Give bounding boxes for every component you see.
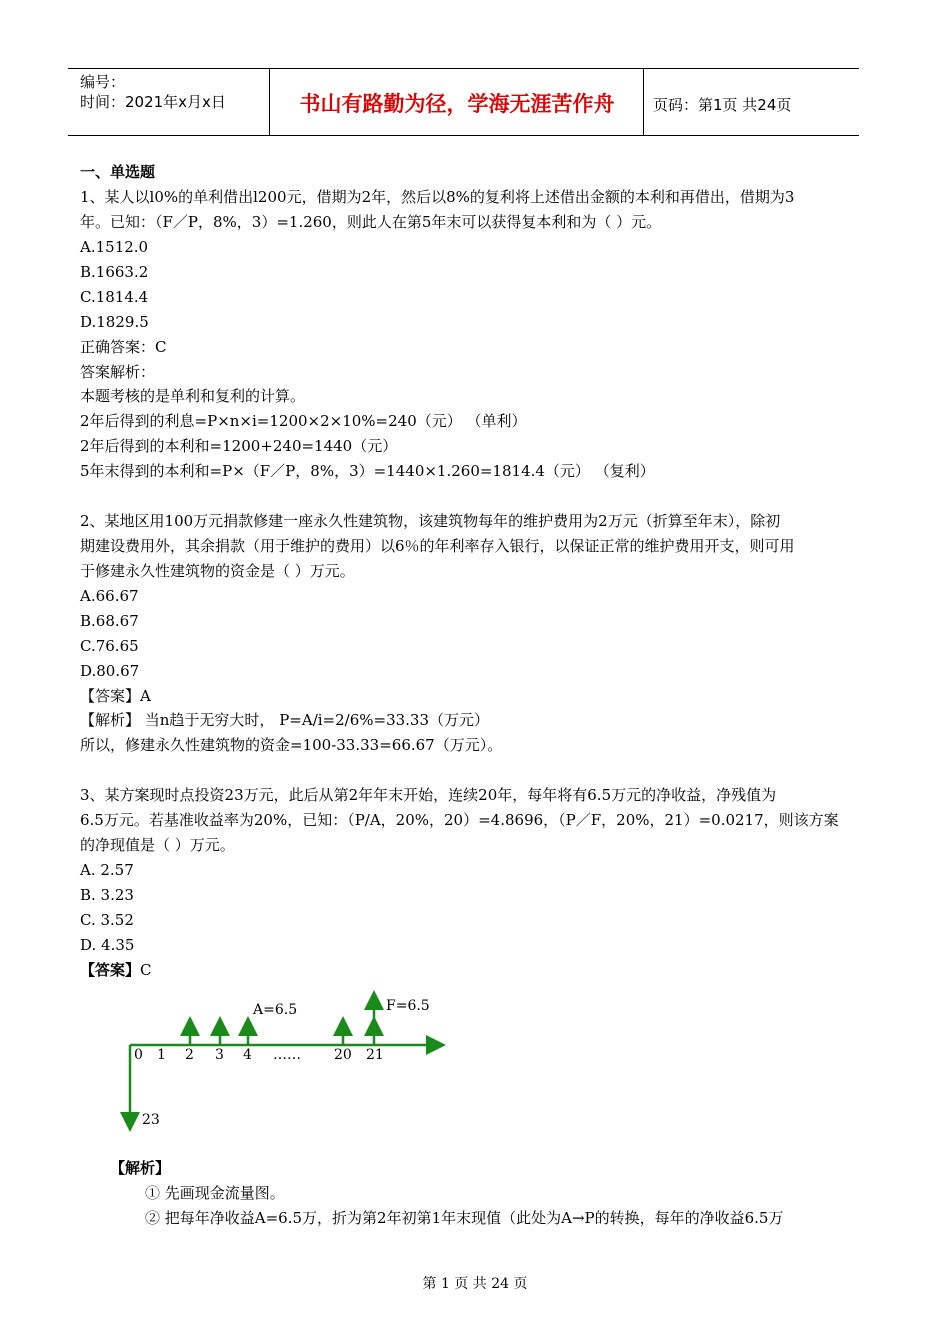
q1-stem-line2: 年。已知：（F／P，8%，3）=1.260，则此人在第5年末可以获得复本利和为（ ）元。: [80, 213, 662, 231]
q3-stem-line2: 6.5万元。若基准收益率为20%，已知：（P/A，20%，20）=4.8696，（P／F，20%，21）=0.0217，则该方案: [80, 811, 839, 829]
header-top-border: [68, 68, 859, 69]
q1-answer: 正确答案：C: [80, 338, 167, 356]
tick-label-4: 4: [243, 1047, 252, 1063]
q3-answer-value: C: [140, 961, 152, 979]
header-number-label: 编号：: [80, 73, 126, 91]
q3-option-c: C. 3.52: [80, 911, 134, 929]
q3-step-1: ① 先画现金流量图。: [145, 1184, 285, 1202]
header-page-info: 页码：第1页 共24页: [653, 96, 792, 114]
tick-label-21: 21: [366, 1047, 384, 1063]
q2-analysis-line2: 所以，修建永久性建筑物的资金=100-33.33=66.67（万元）。: [80, 736, 503, 754]
page-footer: 第 1 页 共 24 页: [422, 1276, 528, 1292]
q3-analysis-label: 【解析】: [110, 1159, 171, 1177]
q1-option-c: C.1814.4: [80, 288, 149, 306]
q1-option-a: A.1512.0: [80, 238, 149, 256]
q1-stem-line1: 1、某人以l0%的单利借出l200元，借期为2年，然后以8%的复利将上述借出金额的本利和再借出，借期为3: [80, 188, 795, 206]
tick-label-2: 2: [185, 1047, 194, 1063]
header-time-label: 时间：2021年x月x日: [80, 93, 226, 111]
q1-analysis-line1: 本题考核的是单利和复利的计算。: [80, 387, 306, 405]
header-motto: 书山有路勤为径，学海无涯苦作舟: [299, 92, 615, 116]
q3-answer-label: 【答案】: [80, 961, 141, 979]
q1-option-d: D.1829.5: [80, 313, 149, 331]
tick-label-3: 3: [215, 1047, 224, 1063]
q1-analysis-label: 答案解析：: [80, 363, 156, 381]
q2-option-d: D.80.67: [80, 662, 140, 680]
q1-analysis-line2: 2年后得到的利息=P×n×i=1200×2×10%=240（元） （单利）: [80, 412, 527, 430]
final-value-label: F=6.5: [386, 998, 430, 1014]
annuity-label: A=6.5: [253, 1002, 298, 1018]
tick-label-1: 1: [157, 1047, 166, 1063]
q3-stem-line1: 3、某方案现时点投资23万元，此后从第2年年末开始，连续20年，每年将有6.5万元的净收益，净残值为: [80, 786, 777, 804]
q1-analysis-line3: 2年后得到的本利和=1200+240=1440（元）: [80, 437, 398, 455]
q2-stem-line1: 2、某地区用100万元捐款修建一座永久性建筑物，该建筑物每年的维护费用为2万元（折算至年末），除初: [80, 512, 781, 530]
section-title: 一、单选题: [80, 163, 156, 181]
q2-stem-line3: 于修建永久性建筑物的资金是（ ）万元。: [80, 562, 355, 580]
header-bottom-border: [68, 135, 859, 136]
q1-analysis-line4: 5年末得到的本利和=P×（F／P，8%，3）=1440×1.260=1814.4（元） （复利）: [80, 462, 655, 480]
q3-answer: [80, 960, 152, 980]
tick-label-20: 20: [334, 1047, 352, 1063]
q2-option-c: C.76.65: [80, 637, 139, 655]
tick-label-0: 0: [134, 1047, 143, 1063]
q2-analysis-line1: 【解析】 当n趋于无穷大时， P=A/i=2/6%=33.33（万元）: [80, 711, 490, 729]
q3-step-2: ② 把每年净收益A=6.5万，折为第2年初第1年末现值（此处为A→P的转换，每年的净收益6.5万: [145, 1209, 784, 1227]
q3-option-d: D. 4.35: [80, 936, 135, 954]
q3-option-b: B. 3.23: [80, 886, 134, 904]
q2-option-b: B.68.67: [80, 612, 139, 630]
cash-flow-diagram: [110, 990, 460, 1140]
tick-label-ellipsis: ……: [273, 1047, 301, 1063]
q2-answer: 【答案】A: [80, 687, 151, 705]
q2-option-a: A.66.67: [80, 587, 139, 605]
q3-stem-line3: 的净现值是（ ）万元。: [80, 836, 235, 854]
q1-option-b: B.1663.2: [80, 263, 149, 281]
q3-option-a: A. 2.57: [80, 861, 134, 879]
q2-stem-line2: 期建设费用外，其余捐款（用于维护的费用）以6％的年利率存入银行，以保证正常的维护费用开支，则可用: [80, 537, 795, 555]
investment-label: 23: [142, 1112, 160, 1128]
